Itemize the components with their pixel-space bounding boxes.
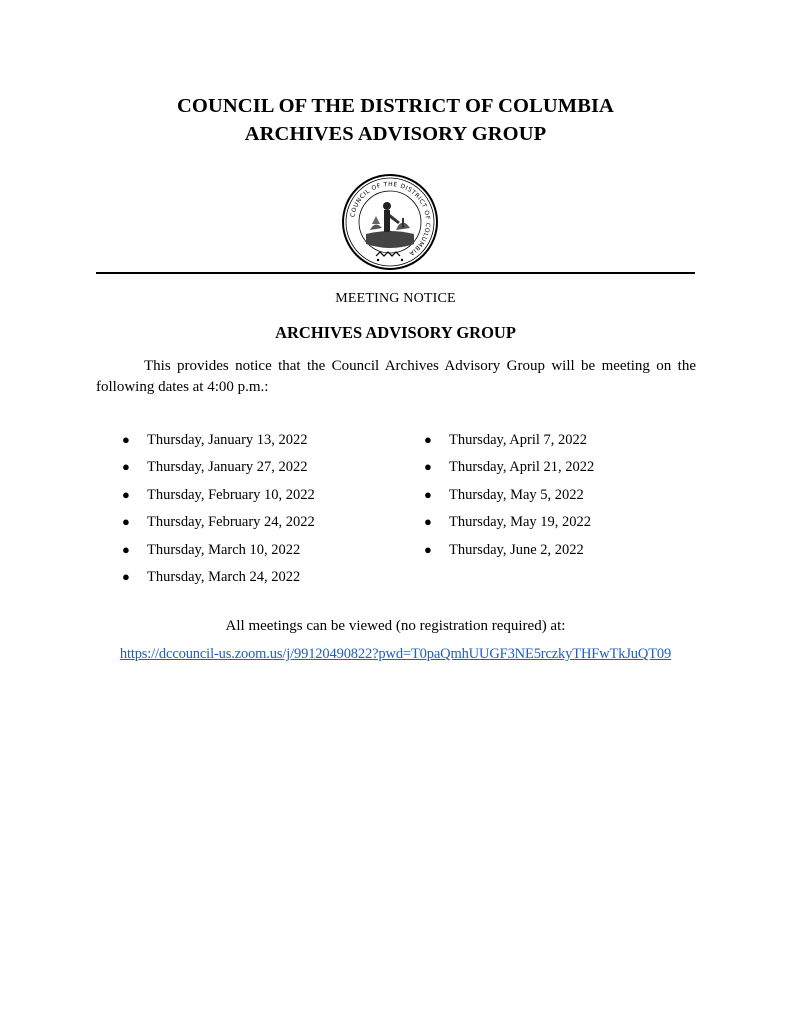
list-item [122, 481, 315, 509]
bullet-icon: ● [122, 541, 130, 557]
bullet-icon: ● [122, 514, 130, 530]
meeting-date: Thursday, May 5, 2022 [449, 486, 584, 503]
zoom-meeting-link[interactable]: https://dccouncil-us.zoom.us/j/99120490822?pwd=T0paQmhUUGF3NE5rczkyTHFwTkJuQT09 [119, 646, 672, 662]
header-divider [96, 272, 695, 274]
meeting-dates-left-list [122, 426, 315, 591]
meeting-notice-label: MEETING NOTICE [335, 291, 456, 306]
list-item [424, 481, 594, 509]
meeting-date: Thursday, February 10, 2022 [147, 486, 315, 503]
bullet-icon: ● [424, 486, 432, 502]
council-seal-icon [340, 172, 440, 272]
list-item [424, 454, 594, 482]
list-item [122, 454, 315, 482]
title-line-1: COUNCIL OF THE DISTRICT OF COLUMBIA [177, 95, 614, 117]
bullet-icon: ● [424, 514, 432, 530]
bullet-icon: ● [122, 431, 130, 447]
bullet-icon: ● [122, 569, 130, 585]
list-item [424, 426, 594, 454]
meeting-date: Thursday, April 21, 2022 [449, 459, 595, 476]
list-item [424, 536, 594, 564]
svg-text:COUNCIL OF THE DISTRICT OF COL: COUNCIL OF THE DISTRICT OF COLUMBIA [349, 180, 432, 258]
meeting-date: Thursday, March 24, 2022 [147, 569, 301, 586]
bullet-icon: ● [424, 541, 432, 557]
meeting-date: Thursday, February 24, 2022 [147, 514, 315, 531]
meeting-date: Thursday, January 27, 2022 [147, 459, 308, 476]
meeting-date: Thursday, January 13, 2022 [147, 431, 308, 448]
group-heading: ARCHIVES ADVISORY GROUP [275, 323, 516, 342]
list-item [122, 509, 315, 537]
bullet-icon: ● [424, 431, 432, 447]
meeting-dates-right-list [424, 426, 594, 564]
meeting-date: Thursday, March 10, 2022 [147, 541, 301, 558]
viewing-instructions: All meetings can be viewed (no registration required) at: [225, 618, 566, 634]
list-item [122, 536, 315, 564]
document-title [0, 92, 791, 148]
meeting-date: Thursday, May 19, 2022 [449, 514, 592, 531]
meeting-date: Thursday, June 2, 2022 [449, 541, 584, 558]
list-item [424, 509, 594, 537]
list-item [122, 564, 315, 592]
bullet-icon: ● [122, 459, 130, 475]
meeting-date: Thursday, April 7, 2022 [449, 431, 588, 448]
title-line-2: ARCHIVES ADVISORY GROUP [244, 123, 547, 145]
bullet-icon: ● [122, 486, 130, 502]
intro-paragraph: This provides notice that the Council Archives Advisory Group will be meeting on the following dates at 4:00 p.m.: [96, 358, 696, 395]
list-item [122, 426, 315, 454]
bullet-icon: ● [424, 459, 432, 475]
